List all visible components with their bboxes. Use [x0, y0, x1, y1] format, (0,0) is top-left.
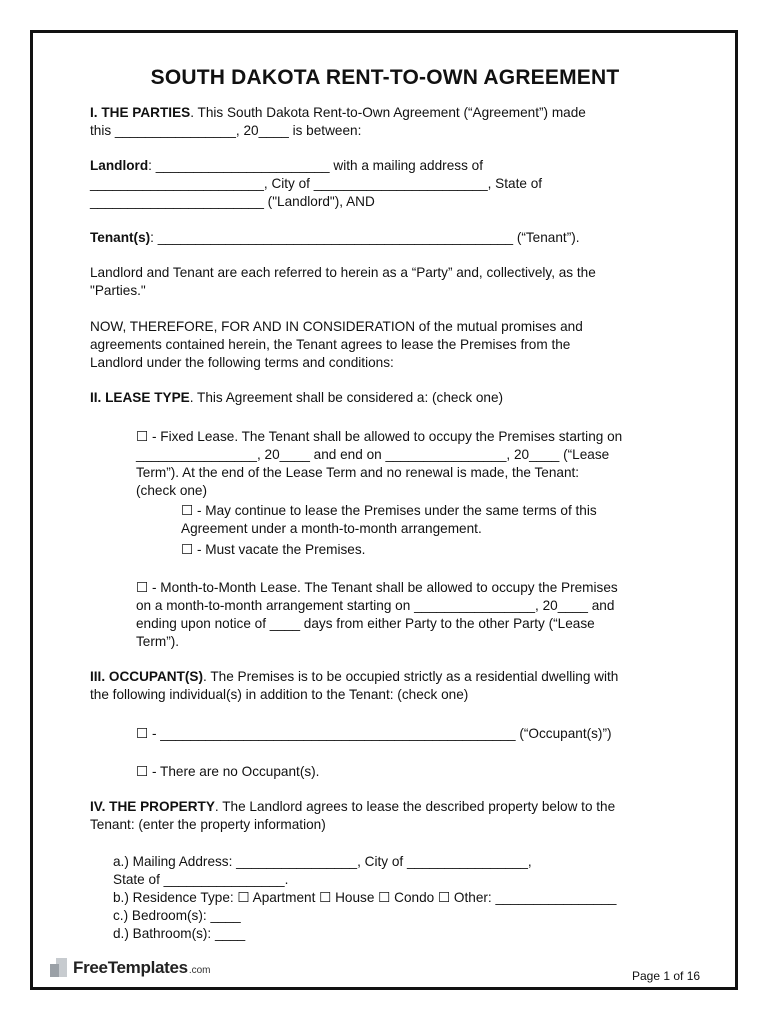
- logo-icon: [50, 958, 68, 978]
- fixed-lease-line-4: (check one): [136, 483, 208, 498]
- tenant-label: Tenant(s): [90, 230, 151, 245]
- document-title: SOUTH DAKOTA RENT-TO-OWN AGREEMENT: [150, 66, 620, 89]
- property-line-1: IV. THE PROPERTY. The Landlord agrees to lease the described property below to the: [90, 799, 616, 814]
- property-bathrooms: d.) Bathroom(s): ____: [113, 926, 246, 941]
- page-number: Page 1 of 16: [632, 969, 701, 983]
- now-line-3: Landlord under the following terms and conditions:: [90, 355, 394, 370]
- mtm-lease-line-1: ☐ - Month-to-Month Lease. The Tenant shall be allowed to occupy the Premises: [136, 580, 618, 595]
- parties-line-1: I. THE PARTIES. This South Dakota Rent-to-Own Agreement (“Agreement”) made: [90, 105, 586, 120]
- renewal-option-2: ☐ - Must vacate the Premises.: [181, 542, 366, 557]
- party-line-2: "Parties.": [90, 283, 146, 298]
- parties-line-2: this ________________, 20____ is between:: [90, 123, 362, 138]
- occupants-option-2: ☐ - There are no Occupant(s).: [136, 764, 320, 779]
- property-mailing-address: a.) Mailing Address: ________________, City of ________________,: [113, 854, 532, 869]
- occupants-option-1: ☐ - _______________________________________________ (“Occupant(s)”): [136, 726, 612, 741]
- property-heading: IV. THE PROPERTY: [90, 799, 215, 814]
- mtm-lease-line-4: Term”).: [136, 634, 180, 649]
- logo-text: FreeTemplates: [73, 958, 188, 977]
- freetemplates-logo: [50, 958, 211, 978]
- lease-type-line: II. LEASE TYPE. This Agreement shall be considered a: (check one): [90, 390, 504, 405]
- renewal-option-1-line-1: ☐ - May continue to lease the Premises under the same terms of this: [181, 503, 597, 518]
- landlord-label: Landlord: [90, 158, 149, 173]
- property-state: State of ________________.: [113, 872, 289, 887]
- property-line-2: Tenant: (enter the property information): [90, 817, 326, 832]
- landlord-line-1: Landlord: _______________________ with a mailing address of: [90, 158, 483, 173]
- occupants-line-2: the following individual(s) in addition to the Tenant: (check one): [90, 687, 469, 702]
- logo-suffix: .com: [188, 965, 211, 976]
- lease-type-heading: II. LEASE TYPE: [90, 390, 190, 405]
- property-residence-type: b.) Residence Type: ☐ Apartment ☐ House ☐ Condo ☐ Other: ________________: [113, 890, 617, 905]
- property-bedrooms: c.) Bedroom(s): ____: [113, 908, 241, 923]
- now-line-2: agreements contained herein, the Tenant agrees to lease the Premises from the: [90, 337, 571, 352]
- mtm-lease-line-2: on a month-to-month arrangement starting on ________________, 20____ and: [136, 598, 615, 613]
- fixed-lease-line-1: ☐ - Fixed Lease. The Tenant shall be allowed to occupy the Premises starting on: [136, 429, 623, 444]
- occupants-heading: III. OCCUPANT(S): [90, 669, 204, 684]
- now-line-1: NOW, THEREFORE, FOR AND IN CONSIDERATION of the mutual promises and: [90, 319, 583, 334]
- party-line-1: Landlord and Tenant are each referred to herein as a “Party” and, collectively, as the: [90, 265, 596, 280]
- landlord-line-3: _______________________ ("Landlord"), AND: [90, 194, 375, 209]
- parties-heading: I. THE PARTIES: [90, 105, 191, 120]
- occupants-line-1: III. OCCUPANT(S). The Premises is to be occupied strictly as a residential dwelling with: [90, 669, 619, 684]
- landlord-line-2: _______________________, City of _______________________, State of: [90, 176, 543, 191]
- fixed-lease-line-3: Term”). At the end of the Lease Term and no renewal is made, the Tenant:: [136, 465, 580, 480]
- fixed-lease-line-2: ________________, 20____ and end on ________________, 20____ (“Lease: [136, 447, 610, 462]
- mtm-lease-line-3: ending upon notice of ____ days from either Party to the other Party (“Lease: [136, 616, 595, 631]
- tenant-line: Tenant(s): _______________________________________________ (“Tenant”).: [90, 230, 580, 245]
- renewal-option-1-line-2: Agreement under a month-to-month arrangement.: [181, 521, 482, 536]
